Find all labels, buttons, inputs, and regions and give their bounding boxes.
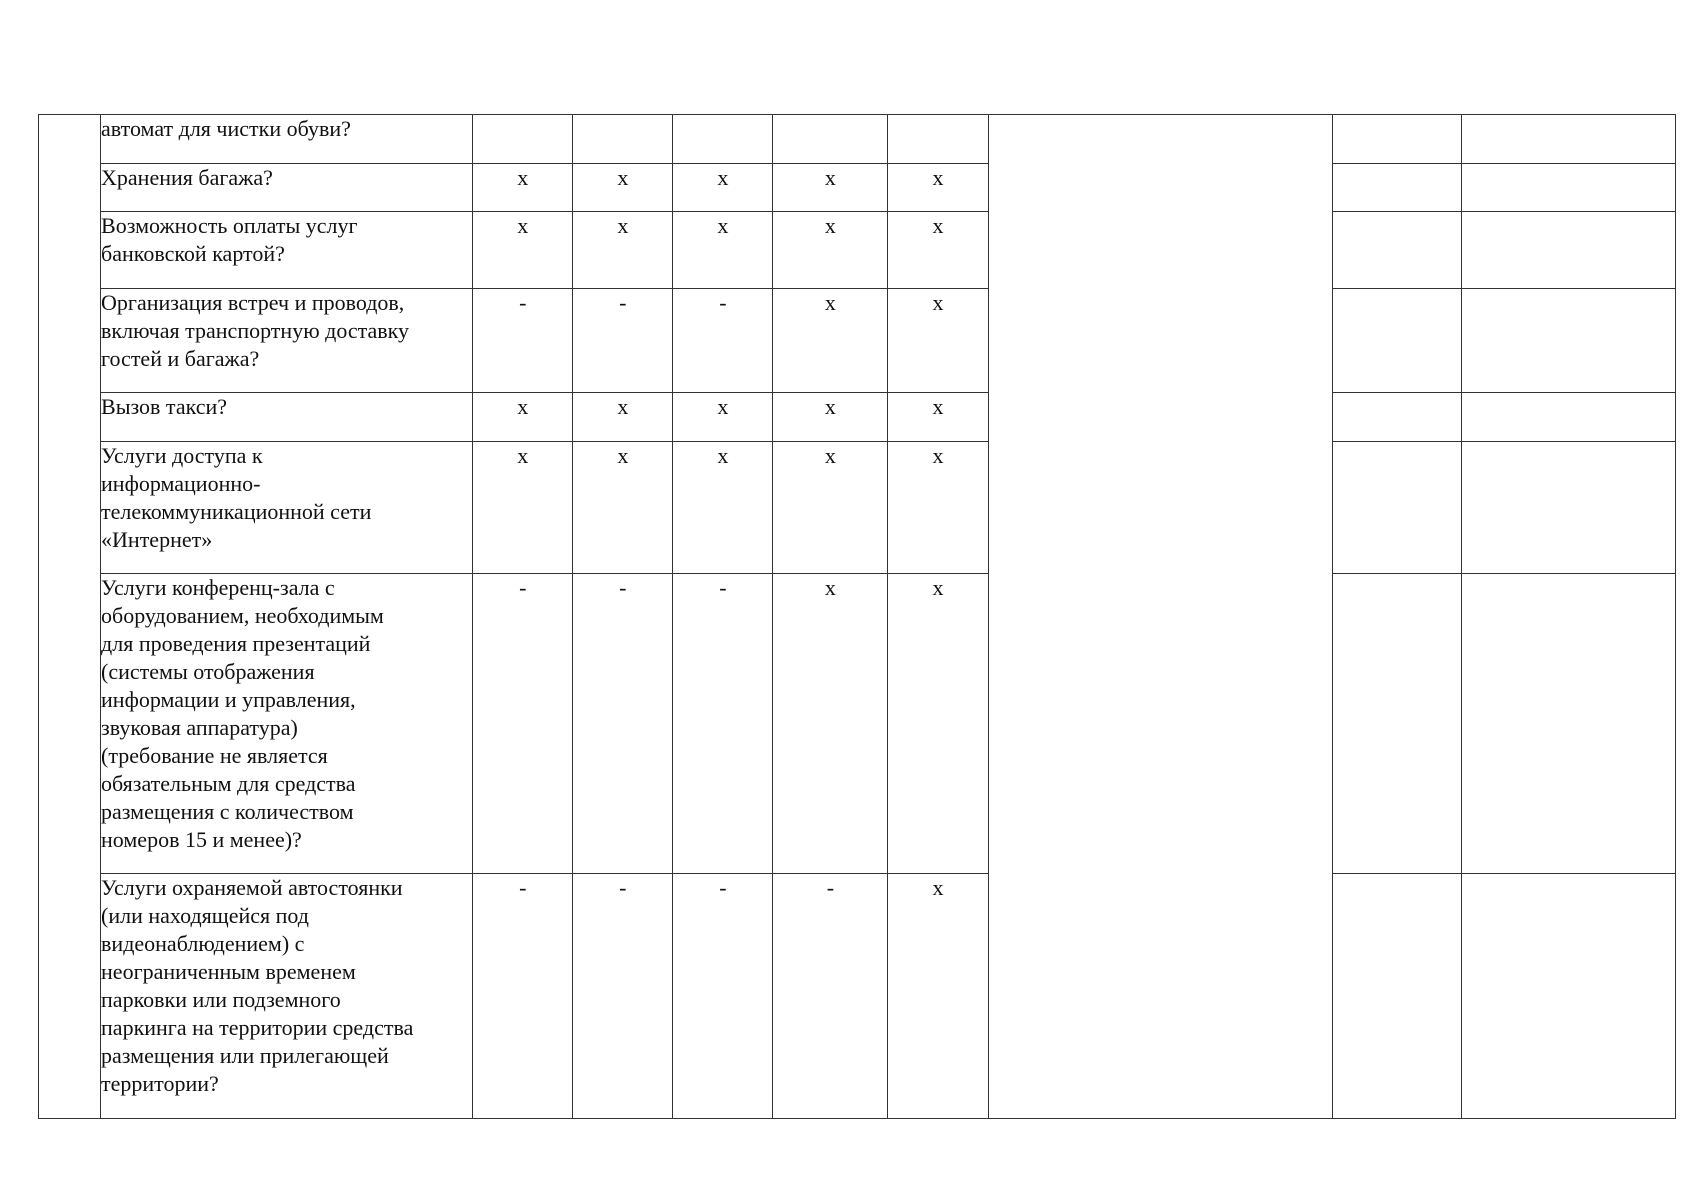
question-text: «Интернет»	[101, 527, 213, 552]
mark-cell: x	[473, 164, 573, 212]
mark-cell	[888, 115, 988, 164]
question-text: (или находящейся под	[101, 903, 309, 928]
question-text: (требование не является	[101, 743, 328, 768]
mark-cell: x	[773, 164, 888, 212]
mark-cell: x	[773, 442, 888, 574]
mark-cell: x	[673, 393, 773, 442]
question-text: Организация встреч и проводов,	[101, 290, 405, 315]
question-text: информации и управления,	[101, 687, 356, 712]
question-text: парковки или подземного	[101, 987, 341, 1012]
table-row	[39, 393, 1676, 442]
blank-cell	[1461, 442, 1675, 574]
question-text: телекоммуникационной сети	[101, 499, 372, 524]
question-text: гостей и багажа?	[101, 346, 260, 371]
criteria-table	[38, 114, 1676, 1119]
mark-cell: x	[673, 442, 773, 574]
table-row	[39, 164, 1676, 212]
blank-cell	[1332, 289, 1461, 393]
blank-cell	[1332, 212, 1461, 289]
question-cell	[101, 212, 473, 289]
table-row	[39, 289, 1676, 393]
blank-cell	[1332, 574, 1461, 874]
blank-cell	[1332, 442, 1461, 574]
question-cell	[101, 289, 473, 393]
table-row	[39, 874, 1676, 1119]
question-cell	[101, 442, 473, 574]
question-text: звуковая аппаратура)	[101, 715, 298, 740]
mark-cell: x	[888, 574, 988, 874]
question-text: размещения или прилегающей	[101, 1043, 389, 1068]
question-text: для проведения презентаций	[101, 631, 371, 656]
question-text: оборудованием, необходимым	[101, 603, 384, 628]
mark-cell	[573, 115, 673, 164]
mark-cell: -	[573, 574, 673, 874]
merged-blank-cell	[988, 115, 1332, 1119]
question-text: паркинга на территории средства	[101, 1015, 414, 1040]
question-text: номеров 15 и менее)?	[101, 827, 302, 852]
question-cell	[101, 164, 473, 212]
blank-cell	[1332, 164, 1461, 212]
mark-cell: -	[773, 874, 888, 1119]
mark-cell: x	[573, 164, 673, 212]
mark-cell: x	[888, 164, 988, 212]
mark-cell: x	[773, 212, 888, 289]
table-row	[39, 574, 1676, 874]
mark-cell: x	[773, 289, 888, 393]
question-cell	[101, 393, 473, 442]
question-text: Услуги доступа к	[101, 443, 263, 468]
mark-cell: -	[473, 289, 573, 393]
question-text: Возможность оплаты услуг	[101, 213, 358, 238]
question-text: неограниченным временем	[101, 959, 356, 984]
mark-cell: -	[473, 574, 573, 874]
mark-cell: x	[673, 164, 773, 212]
mark-cell: x	[888, 393, 988, 442]
blank-cell	[1332, 393, 1461, 442]
mark-cell: -	[673, 874, 773, 1119]
mark-cell: -	[573, 874, 673, 1119]
question-text: Услуги конференц-зала с	[101, 575, 335, 600]
question-text: включая транспортную доставку	[101, 318, 410, 343]
blank-cell	[1461, 115, 1675, 164]
mark-cell: x	[573, 393, 673, 442]
mark-cell: x	[473, 393, 573, 442]
mark-cell	[673, 115, 773, 164]
blank-cell	[1461, 212, 1675, 289]
blank-cell	[1461, 874, 1675, 1119]
table-row	[39, 115, 1676, 164]
question-text: банковской картой?	[101, 241, 285, 266]
question-text: обязательным для средства	[101, 771, 356, 796]
mark-cell: x	[888, 874, 988, 1119]
blank-cell	[1461, 574, 1675, 874]
mark-cell: x	[473, 442, 573, 574]
mark-cell	[473, 115, 573, 164]
blank-cell	[1461, 164, 1675, 212]
mark-cell: -	[673, 574, 773, 874]
mark-cell	[773, 115, 888, 164]
mark-cell: x	[888, 442, 988, 574]
mark-cell: -	[573, 289, 673, 393]
mark-cell: x	[673, 212, 773, 289]
blank-cell	[1332, 115, 1461, 164]
question-text: Услуги охраняемой автостоянки	[101, 875, 403, 900]
mark-cell: -	[673, 289, 773, 393]
question-text: Вызов такси?	[101, 394, 228, 419]
mark-cell: -	[473, 874, 573, 1119]
question-cell	[101, 115, 473, 164]
mark-cell: x	[573, 212, 673, 289]
mark-cell: x	[888, 212, 988, 289]
mark-cell: x	[773, 574, 888, 874]
question-text: информационно-	[101, 471, 261, 496]
question-text: Хранения багажа?	[101, 165, 273, 190]
question-text: видеонаблюдением) с	[101, 931, 305, 956]
mark-cell: x	[888, 289, 988, 393]
mark-cell: x	[573, 442, 673, 574]
table-row	[39, 212, 1676, 289]
table-row	[39, 442, 1676, 574]
question-text: (системы отображения	[101, 659, 315, 684]
mark-cell: x	[773, 393, 888, 442]
number-cell	[39, 115, 101, 1119]
mark-cell: x	[473, 212, 573, 289]
blank-cell	[1461, 289, 1675, 393]
question-text: размещения с количеством	[101, 799, 354, 824]
blank-cell	[1461, 393, 1675, 442]
question-cell	[101, 874, 473, 1119]
blank-cell	[1332, 874, 1461, 1119]
question-text: территории?	[101, 1071, 219, 1096]
question-text: автомат для чистки обуви?	[101, 116, 351, 141]
question-cell	[101, 574, 473, 874]
